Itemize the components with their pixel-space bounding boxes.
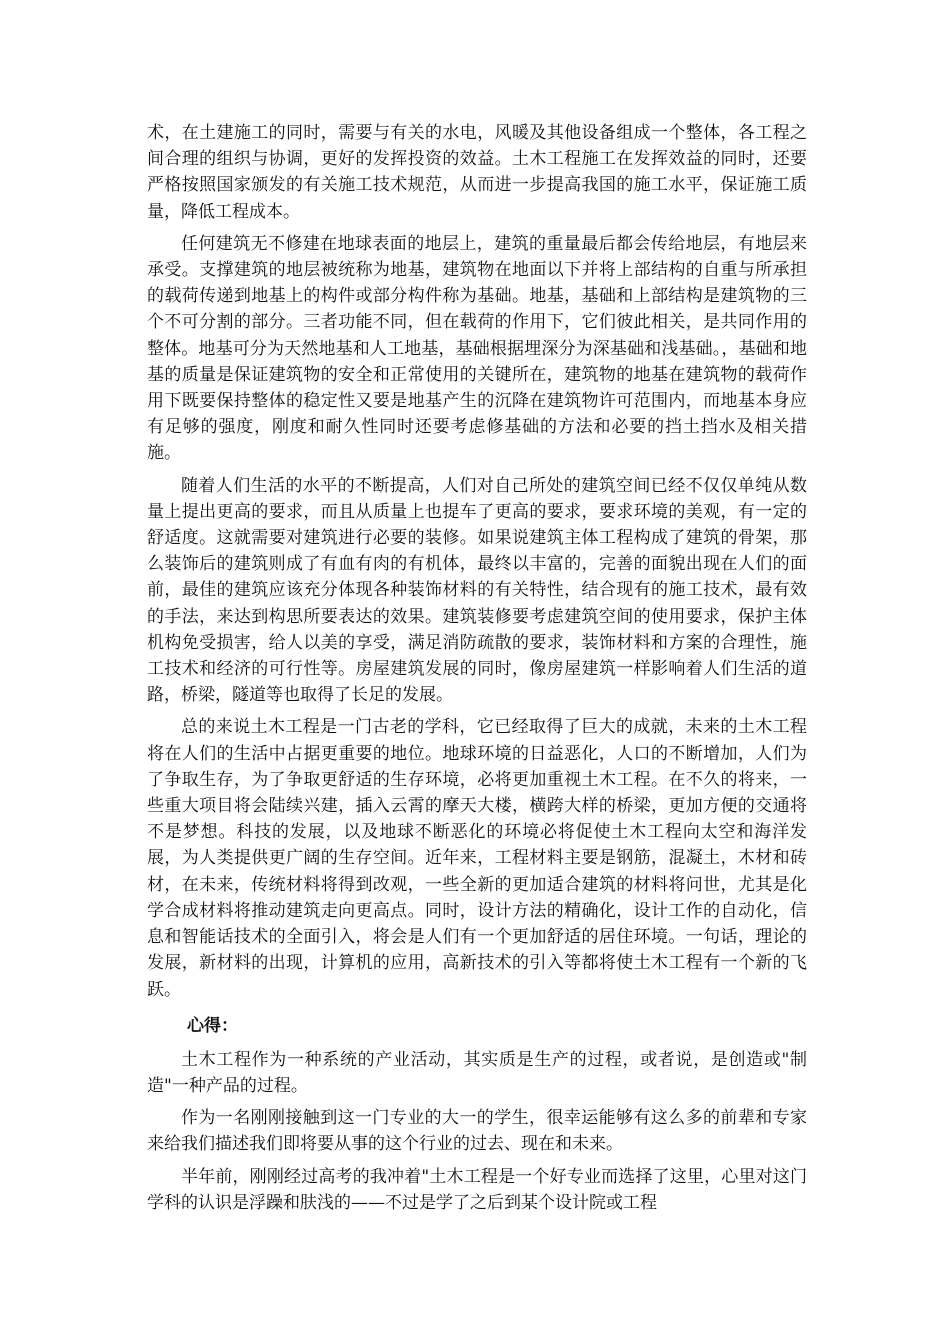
paragraph-reflection-3: 半年前，刚刚经过高考的我冲着"土木工程是一个好专业而选择了这里，心里对这门学科的认识是浮躁和肤浅的——不过是学了之后到某个设计院或工程 [147,1166,807,1213]
paragraph-foundation: 任何建筑无不修建在地球表面的地层上，建筑的重量最后都会传给地层，有地层来承受。支撑建筑的地层被统称为地基，建筑物在地面以下并将上部结构的自重与所承担的载荷传递到地基上的构件或部分构件称为基础。地基，基础和上部结构是建筑物的三个不可分割的部分。三者功能不同，但在载荷的作用下，它们彼此相关，是共同作用的整体。地基可分为天然地基和人工地基，基础根据埋深分为深基础和浅基础。，基础和地基的质量是保证建筑物的安全和正常使用的关键所在，建筑物的地基在建筑物的载荷作用下既要保持整体的稳定性又要是地基产生的沉降在建筑物许可范围内，而地基本身应有足够的强度，刚度和耐久性同时还要考虑修基础的方法和必要的挡土挡水及相关措施。 [147,233,807,464]
paragraph-reflection-2: 作为一名刚刚接触到这一门专业的大一的学生，很幸运能够有这么多的前辈和专家来给我们描述我们即将要从事的这个行业的过去、现在和未来。 [147,1108,807,1155]
document-page [147,120,807,1222]
paragraph-intro-continuation: 术，在土建施工的同时，需要与有关的水电，风暖及其他设备组成一个整体，各工程之间合理的组织与协调，更好的发挥投资的效益。土木工程施工在发挥效益的同时，还要严格按照国家颁发的有关施工技术规范，从而进一步提高我国的施工水平，保证施工质量，降低工程成本。 [147,123,807,222]
section-heading-reflection: 心得： [187,1015,238,1036]
paragraph-future: 总的来说土木工程是一门古老的学科，它已经取得了巨大的成就，未来的土木工程将在人们的生活中占据更重要的地位。地球环境的日益恶化，人口的不断增加，人们为了争取生存，为了争取更舒适的生存环境，必将更加重视土木工程。在不久的将来，一些重大项目将会陆续兴建，插入云霄的摩天大楼，横跨大样的桥梁，更加方便的交通将不是梦想。科技的发展，以及地球不断恶化的环境必将促使土木工程向太空和海洋发展，为人类提供更广阔的生存空间。近年来，工程材料主要是钢筋，混凝土，木材和砖材，在未来，传统材料将得到改观，一些全新的更加适合建筑的材料将问世，尤其是化学合成材料将推动建筑走向更高点。同时，设计方法的精确化，设计工作的自动化，信息和智能话技术的全面引入，将会是人们有一个更加舒适的居住环境。一句话，理论的发展，新材料的出现，计算机的应用，高新技术的引入等都将使土木工程有一个新的飞跃。 [147,717,807,1000]
paragraph-reflection-1: 土木工程作为一种系统的产业活动，其实质是生产的过程，或者说，是创造或"制造"一种产品的过程。 [147,1049,807,1096]
paragraph-decoration: 随着人们生活的水平的不断提高，人们对自己所处的建筑空间已经不仅仅单纯从数量上提出更高的要求，而且从质量上也提车了更高的要求，要求环境的美观，有一定的舒适度。这就需要对建筑进行必要的装修。如果说建筑主体工程构成了建筑的骨架，那么装饰后的建筑则成了有血有肉的有机体，最终以丰富的，完善的面貌出现在人们的面前，最佳的建筑应该充分体现各种装饰材料的有关特性，结合现有的施工技术，最有效的手法，来达到构思所要表达的效果。建筑装修要考虑建筑空间的使用要求，保护主体机构免受损害，给人以美的享受，满足消防疏散的要求，装饰材料和方案的合理性，施工技术和经济的可行性等。房屋建筑发展的同时，像房屋建筑一样影响着人们生活的道路，桥梁，隧道等也取得了长足的发展。 [147,475,807,706]
